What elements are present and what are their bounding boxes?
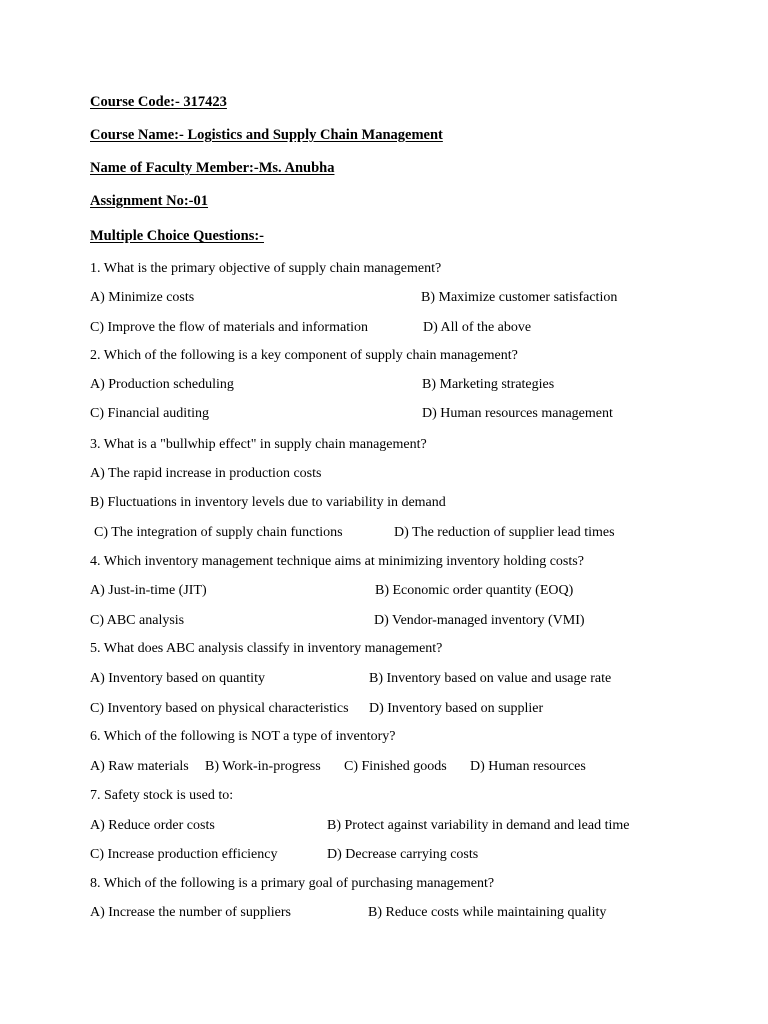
section-heading: Multiple Choice Questions:- — [90, 228, 264, 244]
question-5: 5. What does ABC analysis classify in inventory management? — [90, 641, 443, 656]
q1-option-b: B) Maximize customer satisfaction — [421, 290, 618, 305]
q7-option-d: D) Decrease carrying costs — [327, 847, 479, 862]
q4-option-b: B) Economic order quantity (EOQ) — [375, 583, 574, 598]
q3-option-d: D) The reduction of supplier lead times — [394, 525, 615, 540]
course-name: Course Name:- Logistics and Supply Chain Management — [90, 127, 443, 143]
question-3: 3. What is a "bullwhip effect" in supply chain management? — [90, 437, 427, 452]
question-2: 2. Which of the following is a key component of supply chain management? — [90, 348, 518, 363]
q2-option-c: C) Financial auditing — [90, 406, 209, 421]
assignment-number: Assignment No:-01 — [90, 193, 209, 209]
q7-option-a: A) Reduce order costs — [90, 818, 215, 833]
q6-option-b: B) Work-in-progress — [205, 759, 321, 774]
question-6: 6. Which of the following is NOT a type of inventory? — [90, 729, 396, 744]
q2-option-a: A) Production scheduling — [90, 377, 234, 392]
q4-option-c: C) ABC analysis — [90, 613, 185, 628]
course-code: Course Code:- 317423 — [90, 94, 227, 110]
q7-option-c: C) Increase production efficiency — [90, 847, 278, 862]
q1-option-a: A) Minimize costs — [90, 290, 195, 305]
q3-option-c: C) The integration of supply chain functions — [94, 525, 343, 540]
question-4: 4. Which inventory management technique aims at minimizing inventory holding costs? — [90, 554, 584, 569]
q3-option-b: B) Fluctuations in inventory levels due to variability in demand — [90, 495, 446, 510]
q2-option-d: D) Human resources management — [422, 406, 613, 421]
q5-option-d: D) Inventory based on supplier — [369, 701, 544, 716]
q5-option-b: B) Inventory based on value and usage rate — [369, 671, 612, 686]
q6-option-d: D) Human resources — [470, 759, 586, 774]
q2-option-b: B) Marketing strategies — [422, 377, 555, 392]
q8-option-b: B) Reduce costs while maintaining quality — [368, 905, 607, 920]
q7-option-b: B) Protect against variability in demand and lead time — [327, 818, 630, 833]
question-8: 8. Which of the following is a primary goal of purchasing management? — [90, 876, 495, 891]
q1-option-c: C) Improve the flow of materials and information — [90, 320, 368, 335]
q6-option-a: A) Raw materials — [90, 759, 189, 774]
q6-option-c: C) Finished goods — [344, 759, 447, 774]
q3-option-a: A) The rapid increase in production costs — [90, 466, 322, 481]
faculty-name: Name of Faculty Member:-Ms. Anubha — [90, 160, 335, 176]
q5-option-c: C) Inventory based on physical characteristics — [90, 701, 349, 716]
q4-option-a: A) Just-in-time (JIT) — [90, 583, 207, 598]
q8-option-a: A) Increase the number of suppliers — [90, 905, 291, 920]
question-7: 7. Safety stock is used to: — [90, 788, 234, 803]
q1-option-d: D) All of the above — [423, 320, 532, 335]
q4-option-d: D) Vendor-managed inventory (VMI) — [374, 613, 585, 628]
question-1: 1. What is the primary objective of supply chain management? — [90, 261, 442, 276]
q5-option-a: A) Inventory based on quantity — [90, 671, 265, 686]
